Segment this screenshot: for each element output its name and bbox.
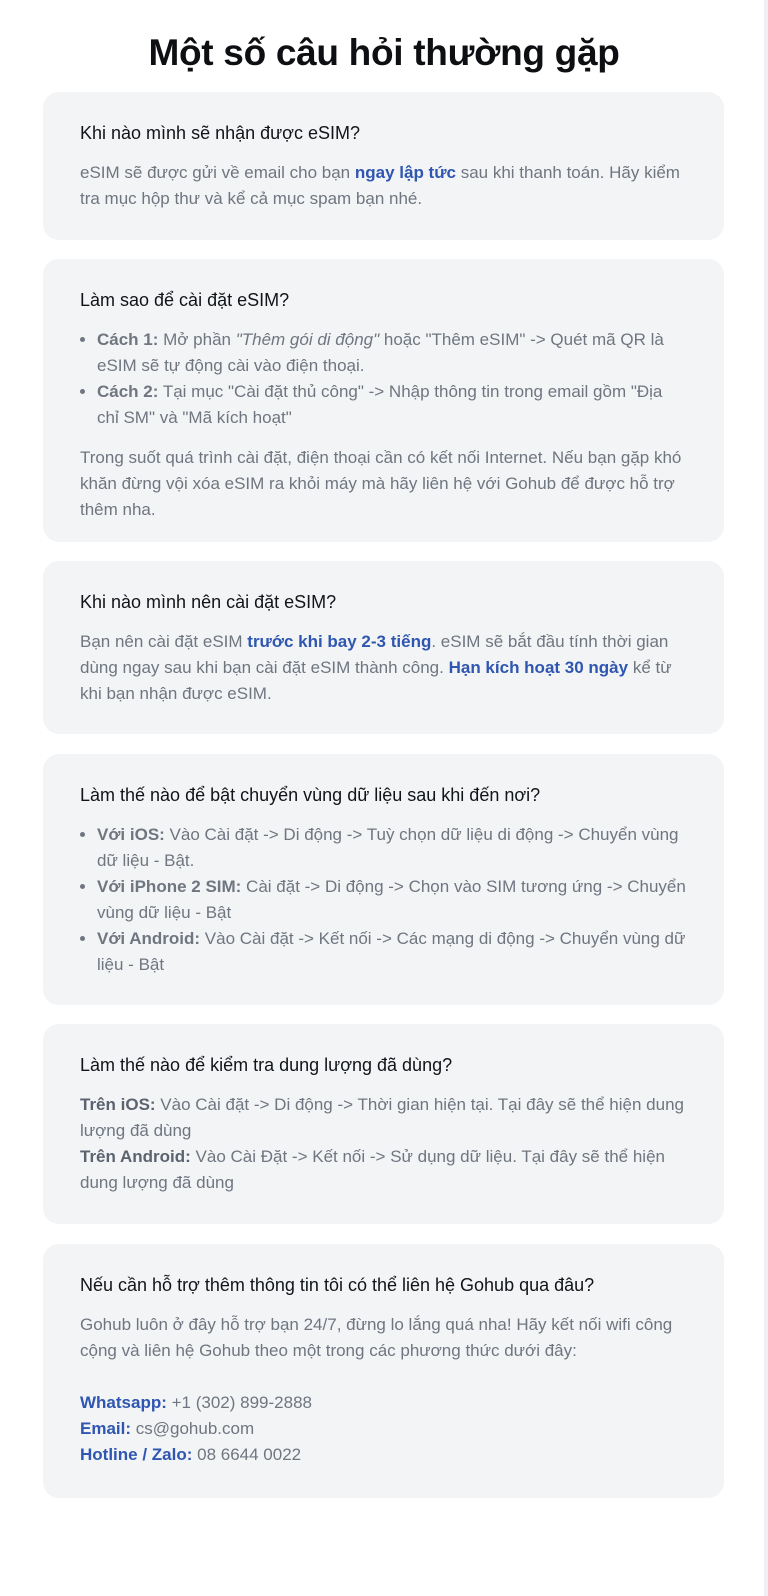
contact-label: Email:: [80, 1419, 132, 1438]
contact-label: Hotline / Zalo:: [80, 1445, 193, 1464]
faq-item-data-roaming[interactable]: [43, 754, 724, 1005]
install-methods-list: [80, 327, 688, 431]
contact-value: +1 (302) 899-2888: [166, 1393, 312, 1412]
faq-question: Nếu cần hỗ trợ thêm thông tin tôi có thể liên hệ Gohub qua đâu?: [80, 1275, 595, 1295]
faq-answer-intro: Gohub luôn ở đây hỗ trợ bạn 24/7, đừng lo lắng quá nha! Hãy kết nối wifi công cộng và liên hệ Gohub theo một trong các phương thức dưới đây:: [80, 1315, 673, 1360]
faq-answer: [80, 629, 688, 707]
scrollbar[interactable]: [764, 0, 768, 1596]
list-item: [97, 874, 688, 926]
faq-answer-note: Trong suốt quá trình cài đặt, điện thoại cần có kết nối Internet. Nếu bạn gặp khó khăn đừng vội xóa eSIM ra khỏi máy mà hãy liên hệ với Gohub để được hỗ trợ thêm nha.: [80, 448, 682, 519]
answer-text: . eSIM sẽ bắt đầu tính thời gian dùng ngay sau khi bạn cài đặt eSIM thành công.: [80, 632, 669, 677]
faq-item-when-install[interactable]: [43, 561, 724, 734]
highlight-text: trước khi bay 2-3 tiếng: [247, 632, 432, 651]
faq-item-receive-esim[interactable]: [43, 92, 724, 240]
answer-text: Vào Cài Đặt -> Kết nối -> Sử dụng dữ liệu. Tại đây sẽ thể hiện dung lượng đã dùng: [80, 1147, 665, 1192]
contact-label: Whatsapp:: [80, 1393, 167, 1412]
list-text: Tại mục "Cài đặt thủ công" -> Nhập thông tin trong email gồm "Địa chỉ SM" và "Mã kích hoạt": [97, 382, 663, 427]
faq-item-check-data-usage[interactable]: [43, 1024, 724, 1224]
list-item: [97, 379, 688, 431]
answer-text: sau khi thanh toán. Hãy kiểm tra mục hộp thư và kể cả mục spam bạn nhé.: [80, 163, 680, 208]
list-text: hoặc "Thêm eSIM" -> Quét mã QR là eSIM sẽ tự động cài vào điện thoại.: [97, 330, 664, 375]
page-title: Một số câu hỏi thường gặp: [148, 32, 620, 73]
platform-label: Trên iOS:: [80, 1095, 156, 1114]
answer-text: kể từ khi bạn nhận được eSIM.: [80, 658, 672, 703]
spacer: [80, 1364, 688, 1390]
list-item: [97, 327, 688, 379]
list-text: Mở phần: [158, 330, 236, 349]
method-label: Cách 1:: [97, 330, 159, 349]
list-text: Vào Cài đặt -> Kết nối -> Các mạng di động -> Chuyển vùng dữ liệu - Bật: [97, 929, 686, 974]
faq-item-contact-support[interactable]: [43, 1244, 724, 1498]
emphasis-text: "Thêm gói di động": [235, 330, 380, 349]
highlight-text: ngay lập tức: [354, 163, 456, 182]
method-label: Cách 2:: [97, 382, 159, 401]
platform-label: Với Android:: [97, 929, 201, 948]
list-text: Cài đặt -> Di động -> Chọn vào SIM tương ứng -> Chuyển vùng dữ liệu - Bật: [97, 877, 686, 922]
roaming-steps-list: [80, 822, 688, 978]
answer-text: Vào Cài đặt -> Di động -> Thời gian hiện tại. Tại đây sẽ thể hiện dung lượng đã dùng: [80, 1095, 684, 1140]
contact-value: 08 6644 0022: [192, 1445, 302, 1464]
faq-answer-android: [80, 1144, 688, 1196]
list-item: [97, 926, 688, 978]
faq-question: Làm thế nào để bật chuyển vùng dữ liệu sau khi đến nơi?: [80, 785, 541, 805]
faq-question: Khi nào mình nên cài đặt eSIM?: [80, 592, 337, 612]
faq-answer: [80, 160, 688, 212]
faq-question: Làm thế nào để kiểm tra dung lượng đã dùng?: [80, 1055, 453, 1075]
contact-whatsapp[interactable]: [80, 1390, 688, 1416]
faq-question: Làm sao để cài đặt eSIM?: [80, 290, 290, 310]
highlight-text: Hạn kích hoạt 30 ngày: [448, 658, 629, 677]
answer-text: Bạn nên cài đặt eSIM: [80, 632, 248, 651]
contact-hotline[interactable]: [80, 1442, 688, 1468]
faq-answer-ios: [80, 1092, 688, 1144]
list-text: Vào Cài đặt -> Di động -> Tuỳ chọn dữ liệu di động -> Chuyển vùng dữ liệu - Bật.: [97, 825, 679, 870]
platform-label: Trên Android:: [80, 1147, 191, 1166]
contact-value: cs@gohub.com: [131, 1419, 255, 1438]
faq-question: Khi nào mình sẽ nhận được eSIM?: [80, 123, 361, 143]
platform-label: Với iPhone 2 SIM:: [97, 877, 242, 896]
platform-label: Với iOS:: [97, 825, 165, 844]
list-item: [97, 822, 688, 874]
contact-email[interactable]: [80, 1416, 688, 1442]
faq-item-install-esim[interactable]: [43, 259, 724, 542]
answer-text: eSIM sẽ được gửi về email cho bạn: [80, 163, 355, 182]
